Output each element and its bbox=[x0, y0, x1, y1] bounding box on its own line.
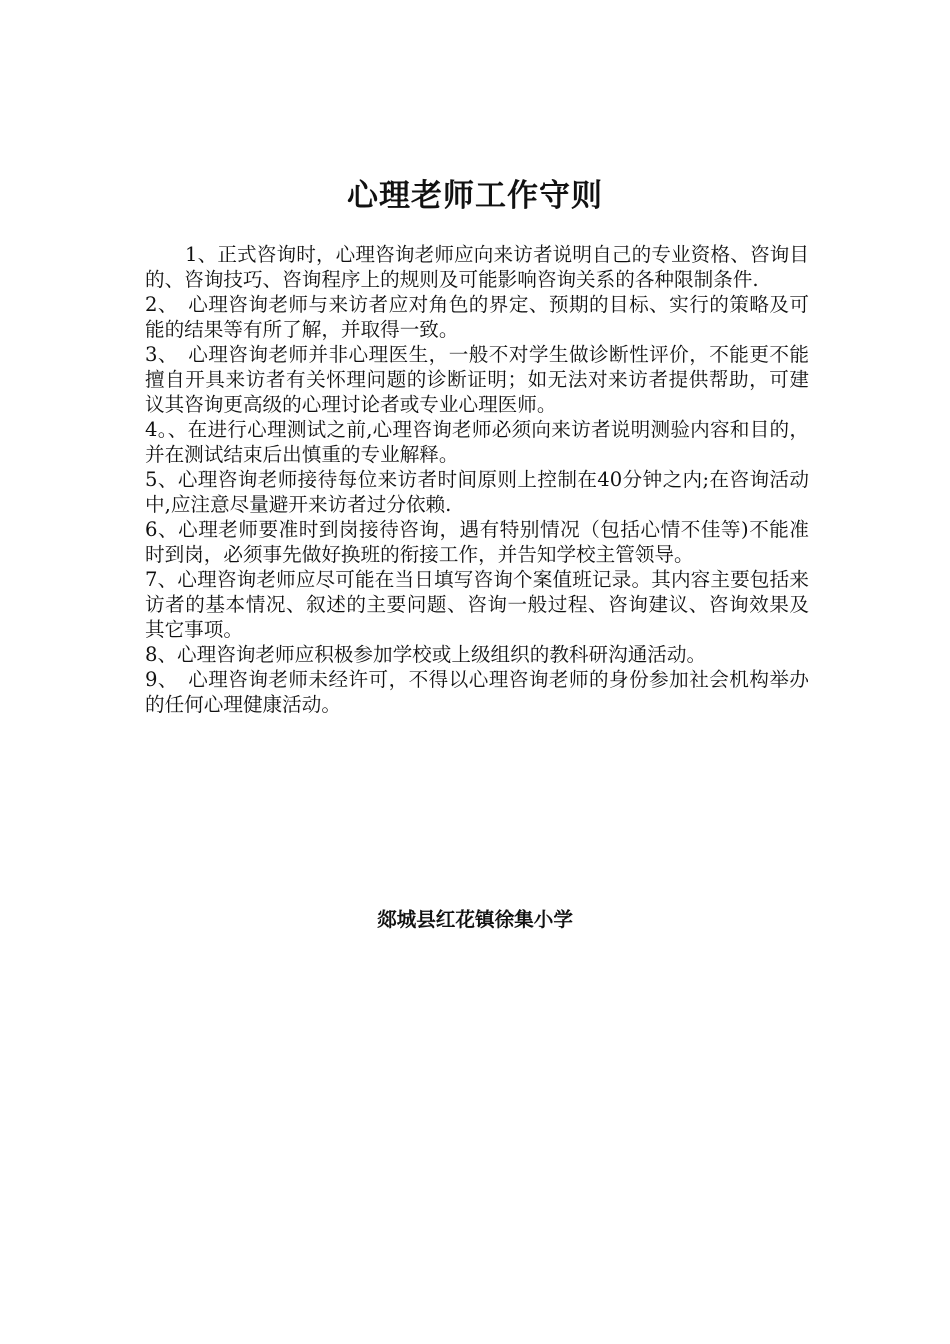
school-signature: 郯城县红花镇徐集小学 bbox=[377, 908, 573, 931]
rule-paragraph-8: 8、心理咨询老师应积极参加学校或上级组织的教科研沟通活动。 bbox=[145, 643, 707, 666]
rule-paragraph-5: 5、心理咨询老师接待每位来访者时间原则上控制在40分钟之内;在咨询活动中,应注意尽量避开来访者过分依赖. bbox=[145, 468, 809, 516]
document-body bbox=[145, 242, 809, 717]
rule-paragraph-6: 6、心理老师要准时到岗接待咨询，遇有特别情况（包括心情不佳等)不能准时到岗，必须事先做好换班的衔接工作，并告知学校主管领导。 bbox=[145, 518, 809, 566]
rule-paragraph-7: 7、心理咨询老师应尽可能在当日填写咨询个案值班记录。其内容主要包括来访者的基本情况、叙述的主要问题、咨询一般过程、咨询建议、咨询效果及其它事项。 bbox=[145, 568, 809, 641]
rule-paragraph-1: 1、正式咨询时，心理咨询老师应向来访者说明自己的专业资格、咨询目的、咨询技巧、咨询程序上的规则及可能影响咨询关系的各种限制条件. bbox=[145, 243, 809, 291]
rule-paragraph-3: 3、 心理咨询老师并非心理医生，一般不对学生做诊断性评价，不能更不能擅自开具来访者有关怀理问题的诊断证明；如无法对来访者提供帮助，可建议其咨询更高级的心理讨论者或专业心理医师。 bbox=[145, 343, 809, 416]
rule-paragraph-4: 4。、在进行心理测试之前,心理咨询老师必须向来访者说明测验内容和目的，并在测试结束后出慎重的专业解释。 bbox=[145, 418, 809, 466]
document-title: 心理老师工作守则 bbox=[347, 178, 603, 214]
rule-paragraph-2: 2、 心理咨询老师与来访者应对角色的界定、预期的目标、实行的策略及可能的结果等有所了解，并取得一致。 bbox=[145, 293, 809, 341]
rule-paragraph-9: 9、 心理咨询老师未经许可，不得以心理咨询老师的身份参加社会机构举办的任何心理健康活动。 bbox=[145, 668, 809, 716]
